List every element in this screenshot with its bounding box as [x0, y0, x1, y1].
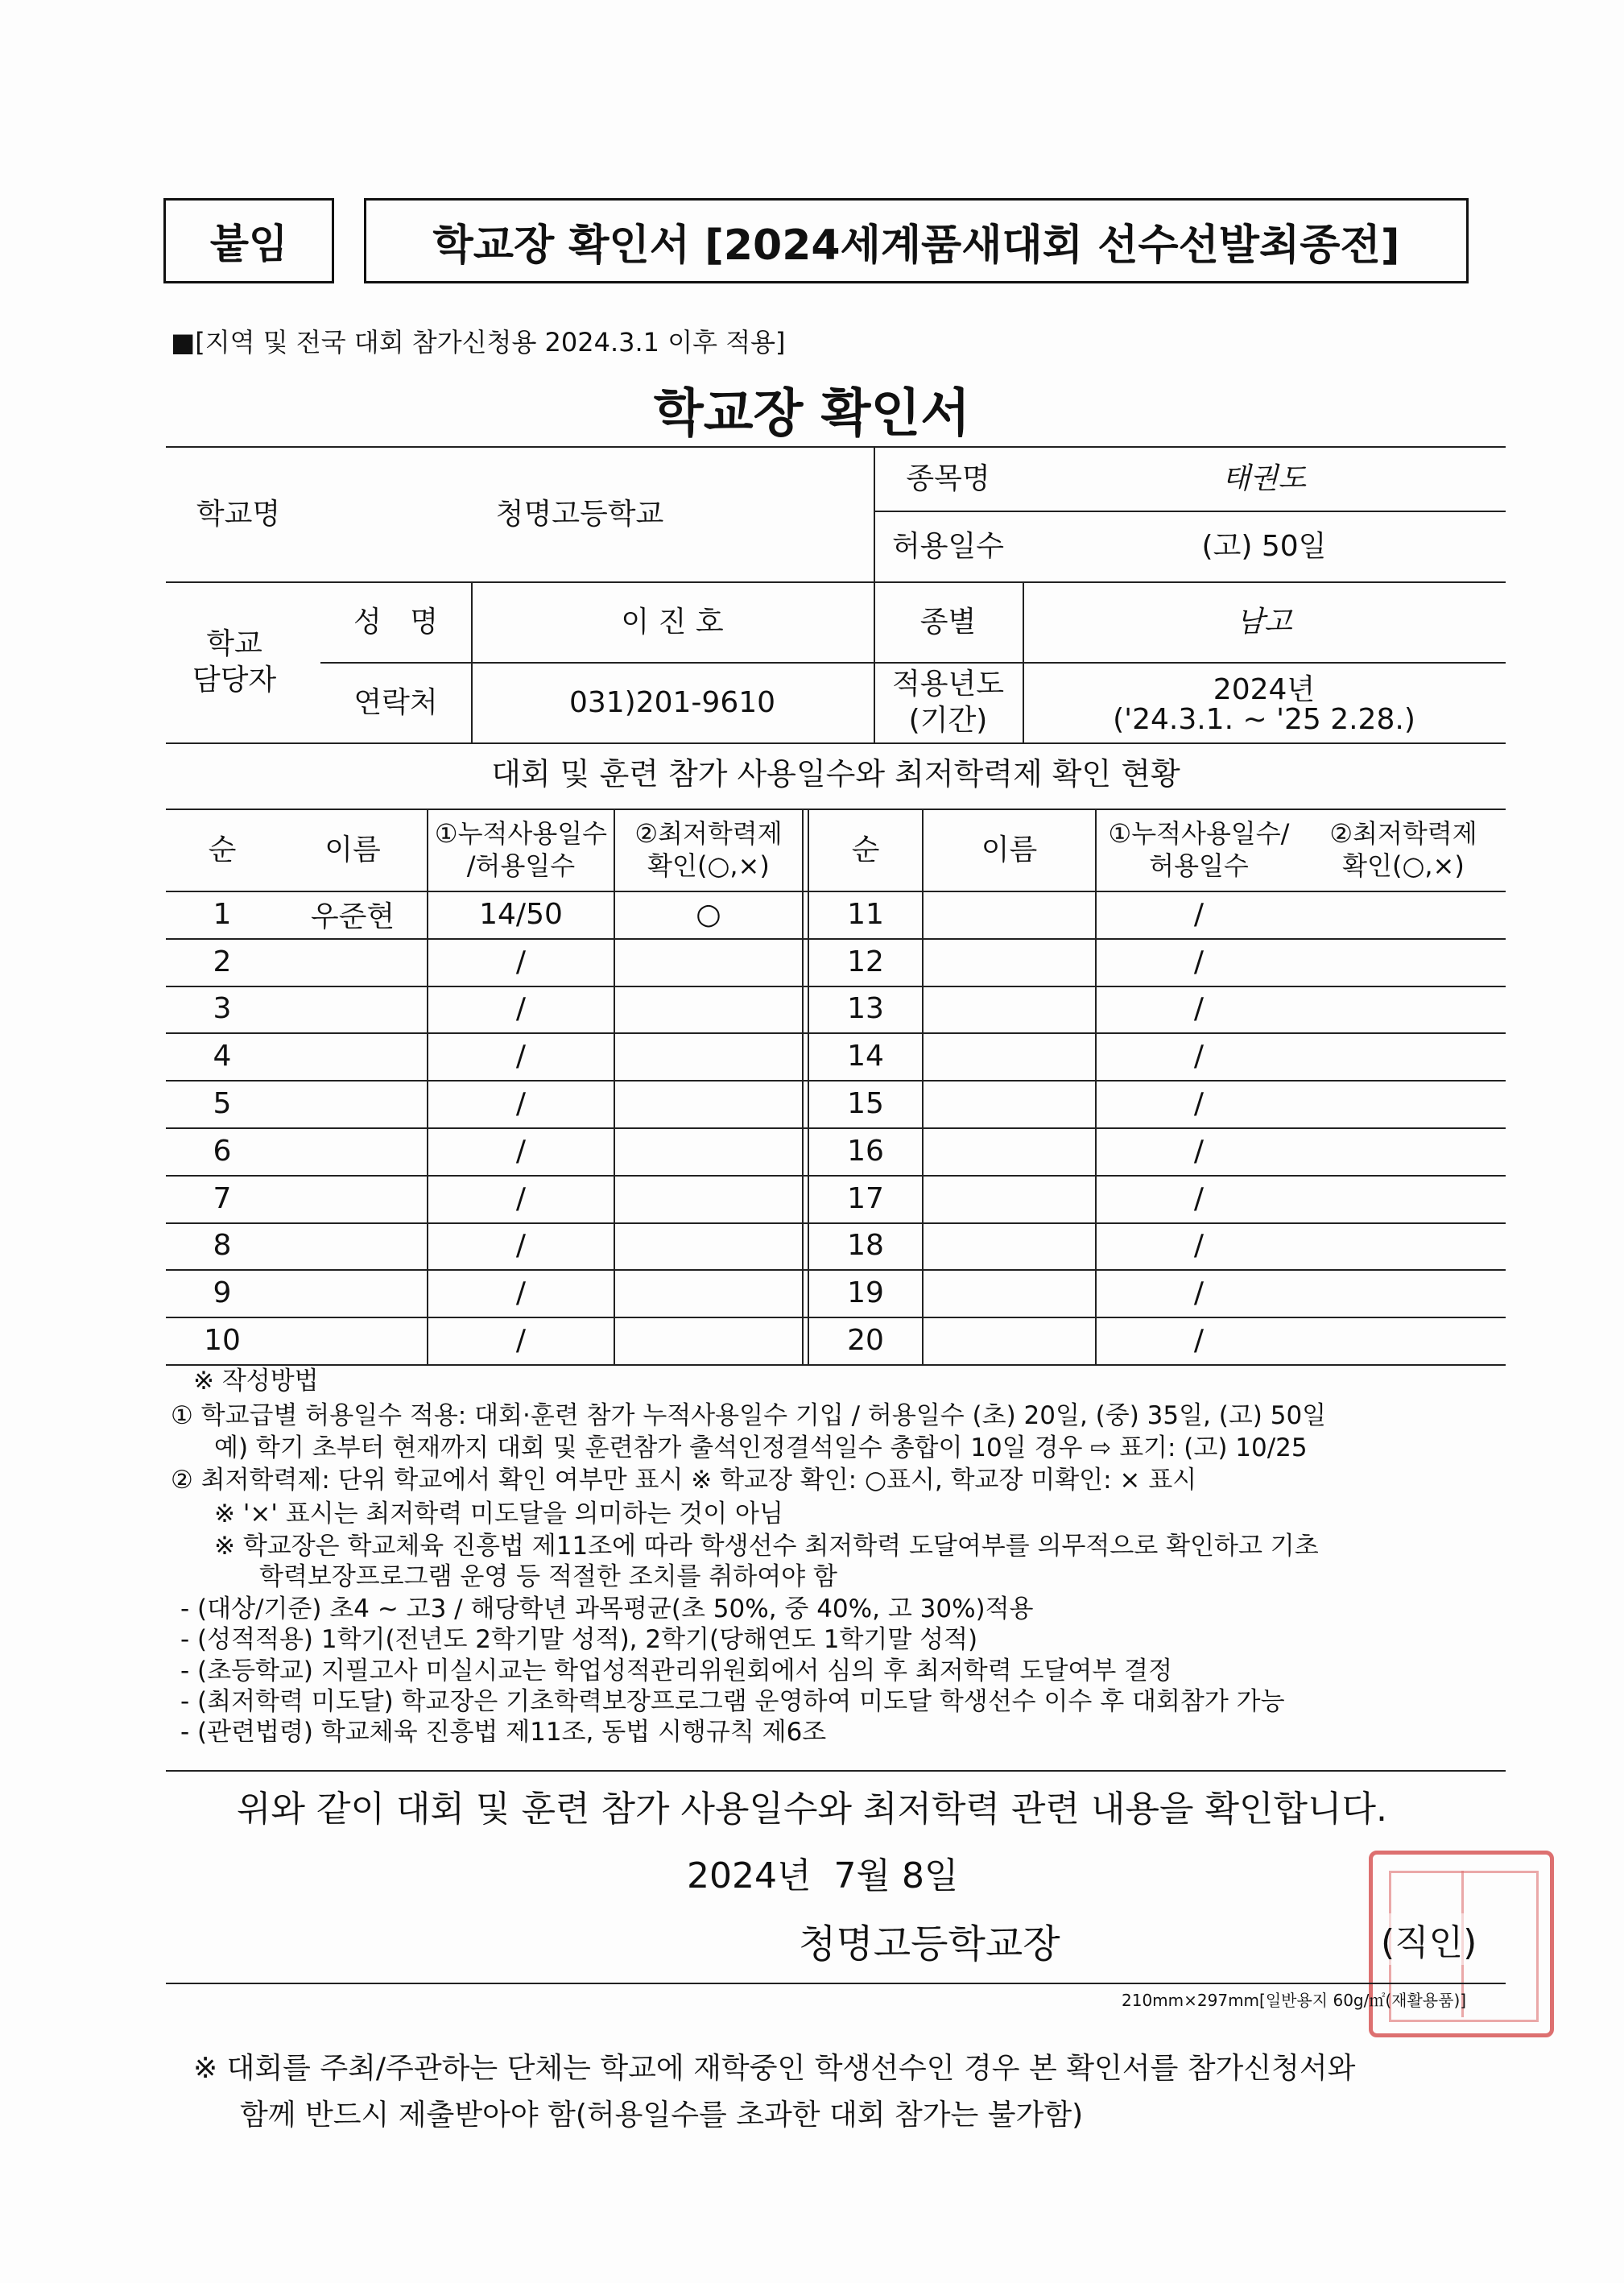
cell-check-right	[1301, 1317, 1506, 1364]
cell-check	[615, 938, 802, 986]
cell-days: /	[515, 1276, 527, 1310]
cell-days-right: /	[1193, 1229, 1205, 1263]
cell-name-right	[924, 1127, 1095, 1175]
cell-no: 9	[213, 1276, 232, 1310]
header-title: 학교장 확인서 [2024세계품새대회 선수선발최종전]	[432, 221, 1400, 270]
attachment-badge-text: 붙임	[209, 221, 288, 267]
school-name-label: 학교명	[196, 497, 281, 531]
cell-no-right: 18	[847, 1229, 884, 1263]
cell-days: /	[515, 1324, 527, 1358]
cell-name	[279, 1127, 427, 1175]
cell-days: /	[515, 1087, 527, 1121]
cell-check	[615, 1032, 802, 1080]
subtitle-note: ■[지역 및 전국 대회 참가신청용 2024.3.1 이후 적용]	[171, 327, 786, 358]
allowed-days-value: (고) 50일	[1201, 529, 1327, 563]
cell-name-right	[924, 1269, 1095, 1317]
category-value: 남고	[1236, 605, 1292, 639]
cell-no-right: 20	[847, 1324, 884, 1358]
cell-check	[615, 1127, 802, 1175]
table-row-divider	[166, 1364, 1506, 1366]
manager-name-label: 성 명	[353, 605, 438, 639]
cell-no: 1	[213, 897, 232, 931]
note-line: ※ 작성방법	[193, 1367, 319, 1396]
notes-bottom-border	[166, 1770, 1506, 1772]
note-line: 예) 학기 초부터 현재까지 대회 및 훈련참가 출석인정결석일수 총합이 10일 경우 ⇨ 표기: (고) 10/25	[214, 1433, 1308, 1462]
cell-name-right	[924, 891, 1095, 938]
header-no-left: 순	[208, 833, 237, 866]
sport-label: 종목명	[906, 461, 990, 495]
seal-label: (직인)	[1381, 1913, 1477, 1965]
manager-name-value: 이 진 호	[621, 605, 724, 639]
cell-no: 8	[213, 1229, 232, 1263]
year-value: 2024년	[1213, 673, 1316, 706]
cell-check	[615, 986, 802, 1033]
cell-check-right	[1301, 1269, 1506, 1317]
principal-name: 청명고등학교장	[799, 1921, 1060, 1967]
cell-days-right: /	[1193, 1324, 1205, 1358]
cell-name	[279, 1222, 427, 1270]
cell-check	[615, 1317, 802, 1364]
cell-name	[279, 1080, 427, 1127]
cell-no-right: 11	[847, 897, 884, 931]
cell-days: /	[515, 1181, 527, 1215]
cell-name	[279, 1317, 427, 1364]
cell-days: /	[515, 1229, 527, 1263]
cell-days-right: /	[1193, 897, 1205, 931]
cell-no: 4	[213, 1040, 232, 1073]
footer-line-1: ※ 대회를 주최/주관하는 단체는 학교에 재학중인 학생선수인 경우 본 확인서를 참가신청서와	[193, 2052, 1356, 2085]
manager-contact-value: 031)201-9610	[568, 685, 776, 719]
cell-no: 5	[213, 1087, 232, 1121]
cell-no-right: 13	[847, 992, 884, 1026]
cell-check: ○	[696, 897, 721, 931]
cell-no-right: 12	[847, 945, 884, 978]
cell-no: 6	[213, 1134, 232, 1168]
note-line: - (성적적용) 1학기(전년도 2학기말 성적), 2학기(당해연도 1학기말 성적)	[180, 1625, 978, 1654]
cell-check	[615, 1175, 802, 1222]
cell-name-right	[924, 1175, 1095, 1222]
note-line: - (최저학력 미도달) 학교장은 기초학력보장프로그램 운영하여 미도달 학생선수 이수 후 대회참가 가능	[180, 1687, 1285, 1716]
cell-check-right	[1301, 1175, 1506, 1222]
cell-check-right	[1301, 938, 1506, 986]
note-line: ① 학교급별 허용일수 적용: 대회·훈련 참가 누적사용일수 기입 / 허용일수 (초) 20일, (중) 35일, (고) 50일	[171, 1401, 1327, 1430]
document-title: 학교장 확인서	[653, 384, 971, 444]
cell-name	[279, 938, 427, 986]
header-name-right: 이름	[981, 833, 1038, 866]
cell-days: 14/50	[479, 897, 563, 931]
manager-label: 학교 담당자	[192, 627, 277, 697]
cell-days-right: /	[1193, 1040, 1205, 1073]
header-days-left: ①누적사용일수 /허용일수	[434, 818, 608, 881]
cell-check-right	[1301, 1032, 1506, 1080]
note-line: - (관련법령) 학교체육 진흥법 제11조, 동법 시행규칙 제6조	[180, 1718, 827, 1747]
school-name-value: 청명고등학교	[495, 497, 664, 531]
header-no-right: 순	[851, 833, 880, 866]
signature-line	[166, 1983, 1506, 1984]
category-label: 종별	[919, 605, 977, 639]
cell-no: 7	[213, 1181, 232, 1215]
cell-check-right	[1301, 891, 1506, 938]
cell-check	[615, 1222, 802, 1270]
note-line: ※ '×' 표시는 최저학력 미도달을 의미하는 것이 아님	[214, 1499, 783, 1528]
cell-name	[279, 1032, 427, 1080]
note-line: ※ 학교장은 학교체육 진흥법 제11조에 따라 학생선수 최저학력 도달여부를 의무적으로 확인하고 기초	[214, 1532, 1319, 1561]
footer-line-2: 함께 반드시 제출받아야 함(허용일수를 초과한 대회 참가는 불가함)	[240, 2099, 1084, 2132]
cell-name-right	[924, 1032, 1095, 1080]
header-check-left: ②최저학력제 확인(○,×)	[634, 818, 783, 881]
year-label: 적용년도 (기간)	[891, 668, 1005, 737]
cell-name	[279, 986, 427, 1033]
cell-days: /	[515, 992, 527, 1026]
cell-name-right	[924, 986, 1095, 1033]
manager-contact-label: 연락처	[353, 685, 438, 719]
cell-days: /	[515, 945, 527, 978]
cell-name-right	[924, 1080, 1095, 1127]
cell-name-right	[924, 1222, 1095, 1270]
cell-check	[615, 1080, 802, 1127]
cell-days-right: /	[1193, 1276, 1205, 1310]
cell-name: 우준현	[310, 900, 395, 933]
section-title: 대회 및 훈련 참가 사용일수와 최저학력제 확인 현황	[491, 756, 1180, 792]
cell-days: /	[515, 1134, 527, 1168]
paper-spec: 210mm×297mm[일반용지 60g/㎡(재활용품)]	[1122, 1991, 1467, 2010]
header-days-right: ①누적사용일수/ 허용일수	[1108, 818, 1290, 881]
period-value: ('24.3.1. ~ '25 2.28.)	[1113, 703, 1415, 736]
allowed-days-label: 허용일수	[891, 529, 1005, 563]
cell-days-right: /	[1193, 1087, 1205, 1121]
cell-name	[279, 1175, 427, 1222]
cell-name	[279, 1269, 427, 1317]
cell-check-right	[1301, 1222, 1506, 1270]
cell-check-right	[1301, 1080, 1506, 1127]
cell-name-right	[924, 938, 1095, 986]
attachment-badge	[163, 198, 334, 283]
note-line: - (초등학교) 지필고사 미실시교는 학업성적관리위원회에서 심의 후 최저학력 도달여부 결정	[180, 1656, 1173, 1685]
issue-date: 2024년 7월 8일	[687, 1855, 959, 1896]
cell-check	[615, 1269, 802, 1317]
note-line: ② 최저학력제: 단위 학교에서 확인 여부만 표시 ※ 학교장 확인: ○표시, 학교장 미확인: × 표시	[171, 1466, 1197, 1495]
cell-days-right: /	[1193, 992, 1205, 1026]
confirmation-text: 위와 같이 대회 및 훈련 참가 사용일수와 최저학력 관련 내용을 확인합니다.	[237, 1789, 1387, 1830]
note-line: 학력보장프로그램 운영 등 적절한 조치를 취하여야 함	[259, 1562, 837, 1591]
cell-no: 2	[213, 945, 232, 978]
table-vline-center-a	[802, 809, 804, 1364]
cell-no-right: 14	[847, 1040, 884, 1073]
cell-no: 10	[204, 1324, 241, 1358]
header-title-box	[364, 198, 1469, 283]
cell-days: /	[515, 1040, 527, 1073]
cell-days-right: /	[1193, 1134, 1205, 1168]
header-check-right: ②최저학력제 확인(○,×)	[1329, 818, 1477, 881]
cell-no-right: 16	[847, 1134, 884, 1168]
cell-days-right: /	[1193, 945, 1205, 978]
cell-no: 3	[213, 992, 232, 1026]
cell-days-right: /	[1193, 1181, 1205, 1215]
note-line: - (대상/기준) 초4 ~ 고3 / 해당학년 과목평균(초 50%, 중 40%, 고 30%)적용	[180, 1594, 1034, 1623]
sport-value: 태권도	[1221, 461, 1307, 495]
cell-check-right	[1301, 986, 1506, 1033]
header-name-left: 이름	[324, 833, 381, 866]
cell-no-right: 17	[847, 1181, 884, 1215]
cell-name-right	[924, 1317, 1095, 1364]
cell-no-right: 19	[847, 1276, 884, 1310]
cell-check-right	[1301, 1127, 1506, 1175]
cell-no-right: 15	[847, 1087, 884, 1121]
